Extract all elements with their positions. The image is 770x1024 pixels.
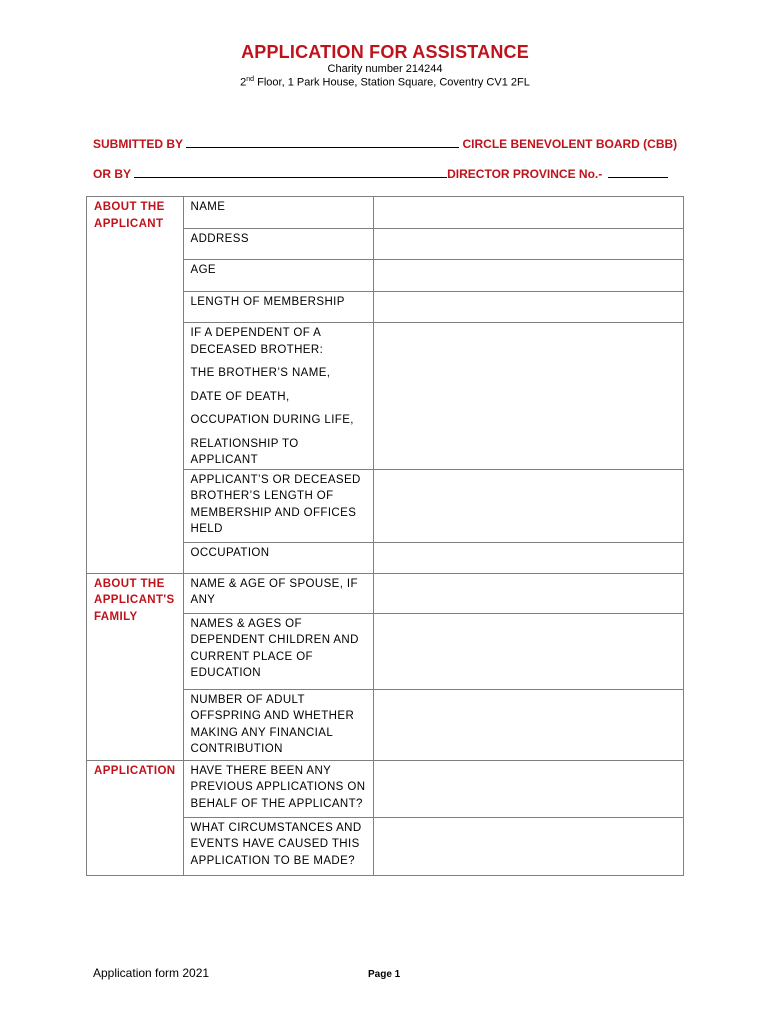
label-date-of-death: DATE OF DEATH, xyxy=(190,390,290,403)
label-address: ADDRESS xyxy=(183,229,373,260)
or-by-line xyxy=(93,166,673,181)
label-dependent: IF A DEPENDENT OF A DECEASED BROTHER: xyxy=(190,327,324,356)
answer-children[interactable] xyxy=(373,613,684,689)
label-brother-name: THE BROTHER’S NAME, xyxy=(190,367,331,379)
answer-circumstances[interactable] xyxy=(373,817,684,875)
label-occupation-during-life: OCCUPATION DURING LIFE, xyxy=(190,414,354,426)
label-spouse: NAME & AGE OF SPOUSE, IF ANY xyxy=(183,573,373,613)
label-name: NAME xyxy=(183,197,373,229)
address-ordinal: 2 xyxy=(240,76,247,89)
form-title: APPLICATION FOR ASSISTANCE xyxy=(241,42,529,62)
board-label: CIRCLE BENEVOLENT BOARD (CBB) xyxy=(462,137,678,151)
submitted-by-field[interactable] xyxy=(186,136,459,148)
answer-name[interactable] xyxy=(373,197,684,229)
application-table xyxy=(86,196,684,876)
answer-occupation[interactable] xyxy=(373,542,684,573)
submitted-by-line xyxy=(93,136,678,151)
answer-previous[interactable] xyxy=(373,760,684,817)
submitted-by-label: SUBMITTED BY xyxy=(93,137,183,151)
director-label: DIRECTOR PROVINCE No.- xyxy=(447,167,603,181)
or-by-label: OR BY xyxy=(93,167,131,181)
footer-form-name: Application form 2021 xyxy=(93,966,210,980)
answer-dependent[interactable] xyxy=(373,323,684,470)
answer-adult-offspring[interactable] xyxy=(373,689,684,760)
answer-membership[interactable] xyxy=(373,292,684,323)
answer-length-offices[interactable] xyxy=(373,469,684,542)
charity-number: Charity number 214244 xyxy=(327,63,443,75)
label-adult-offspring: NUMBER OF ADULT OFFSPRING AND WHETHER MAKING ANY FINANCIAL CONTRIBUTION xyxy=(183,689,373,760)
section-about-applicant: ABOUT THE APPLICANT xyxy=(87,197,184,574)
address-rest: Floor, 1 Park House, Station Square, Coventry CV1 2FL xyxy=(254,76,530,89)
label-circumstances: WHAT CIRCUMSTANCES AND EVENTS HAVE CAUSED THIS APPLICATION TO BE MADE? xyxy=(183,817,373,875)
footer-page-number: Page 1 xyxy=(368,969,401,980)
label-age: AGE xyxy=(183,260,373,292)
office-address xyxy=(0,76,770,89)
address-ordinal-suffix: nd xyxy=(246,76,255,83)
label-children: NAMES & AGES OF DEPENDENT CHILDREN AND CURRENT PLACE OF EDUCATION xyxy=(183,613,373,689)
answer-age[interactable] xyxy=(373,260,684,292)
answer-spouse[interactable] xyxy=(373,573,684,613)
section-application: APPLICATION xyxy=(87,760,184,875)
section-about-family: ABOUT THE APPLICANT'S FAMILY xyxy=(87,573,184,760)
label-occupation: OCCUPATION xyxy=(183,542,373,573)
label-previous: HAVE THERE BEEN ANY PREVIOUS APPLICATIONS ON BEHALF OF THE APPLICANT? xyxy=(183,760,373,817)
answer-address[interactable] xyxy=(373,229,684,260)
province-number-field[interactable] xyxy=(608,166,668,178)
or-by-field[interactable] xyxy=(134,166,447,178)
label-relationship: RELATIONSHIP TO APPLICANT xyxy=(190,437,299,466)
label-dependent-block xyxy=(183,323,373,470)
label-membership: LENGTH OF MEMBERSHIP xyxy=(183,292,373,323)
label-length-offices: APPLICANT’S OR DECEASED BROTHER’S LENGTH OF MEMBERSHIP AND OFFICES HELD xyxy=(183,469,373,542)
